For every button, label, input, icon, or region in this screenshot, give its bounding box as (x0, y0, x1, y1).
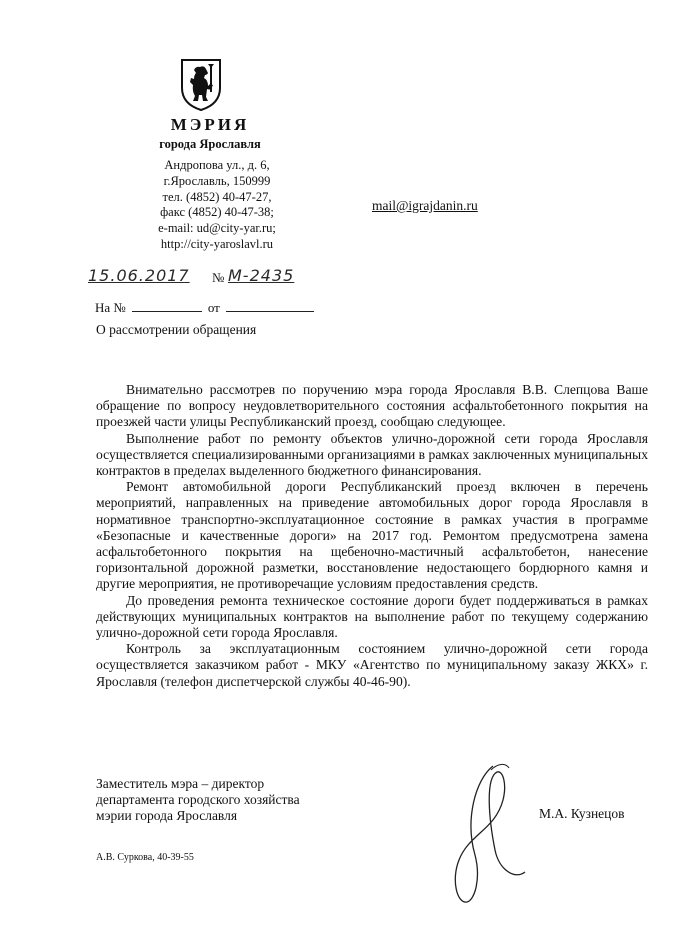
reference-number-blank (132, 301, 202, 312)
recipient-email: mail@igrajdanin.ru (372, 198, 478, 213)
address-line: Андропова ул., д. 6, (164, 158, 270, 172)
signer-name: М.А. Кузнецов (539, 806, 625, 821)
reference-number-label: На № (95, 300, 126, 315)
reference-line (95, 300, 314, 316)
registration-number: М-2435 (228, 266, 295, 285)
org-address (142, 158, 292, 253)
registration-date: 15.06.2017 (88, 266, 190, 285)
coat-of-arms-icon (180, 58, 222, 112)
number-sign: № (212, 270, 225, 285)
body-paragraph: Ремонт автомобильной дороги Республиканский проезд включен в перечень мероприятий, направленных на приведение автомобильных дорог города Ярославля в нормативное транспортно-эксплуатационное состояние в рамках участия в программе «Безопасные и качественные дороги» на 2017 год. Ремонтом предусмотрена замена асфальтобетонного покрытия на щебеночно-мастичный асфальтобетон, нанесение горизонтальной дорожной разметки, восстановление недостающего бордюрного камня и другие мероприятия, не противоречащие условиям предоставления средств. (96, 479, 648, 592)
reference-date-label: от (207, 300, 220, 315)
org-subtitle: города Ярославля (159, 137, 261, 151)
address-line: факс (4852) 40-47-38; (160, 205, 274, 220)
signer-title-line: департамента городского хозяйства (96, 792, 300, 808)
reference-date-blank (226, 301, 314, 312)
body-paragraph: Контроль за эксплуатационным состоянием улично-дорожной сети города осуществляется заказчиком работ - МКУ «Агентство по муниципальному заказу ЖКХ» г. Ярославля (телефон диспетчерской службы 40-46-90). (96, 641, 648, 689)
letter-subject: О рассмотрении обращения (96, 322, 257, 337)
body-paragraph: Выполнение работ по ремонту объектов улично-дорожной сети города Ярославля осуществляется специализированными организациями в рамках заключенных муниципальных контрактов в пределах выделенного бюджетного финансирования. (96, 430, 648, 479)
address-line: г.Ярославль, 150999 (163, 173, 271, 188)
address-line: тел. (4852) 40-47-27, (162, 189, 272, 204)
letter-body (96, 382, 648, 690)
signer-title-line: мэрии города Ярославля (96, 808, 238, 824)
body-paragraph: Внимательно рассмотрев по поручению мэра города Ярославля В.В. Слепцова Ваше обращение по вопросу неудовлетворительного состояния асфальтобетонного покрытия на проезжей части улицы Республиканский проезд, сообщаю следующее. (96, 382, 648, 430)
address-line: http://city-yaroslavl.ru (160, 236, 274, 251)
signer-title-line: Заместитель мэра – директор (96, 776, 265, 791)
signer-title (96, 776, 300, 825)
org-name: МЭРИЯ (170, 115, 250, 134)
body-paragraph: До проведения ремонта техническое состояние дороги будет поддерживаться в рамках действующих муниципальных контрактов на выполнение работ по текущему содержанию улично-дорожной сети города Ярославля. (96, 592, 648, 641)
address-line: e-mail: ud@city-yar.ru; (158, 221, 276, 236)
executor-info: А.В. Суркова, 40-39-55 (96, 852, 194, 863)
handwritten-signature (445, 760, 535, 910)
